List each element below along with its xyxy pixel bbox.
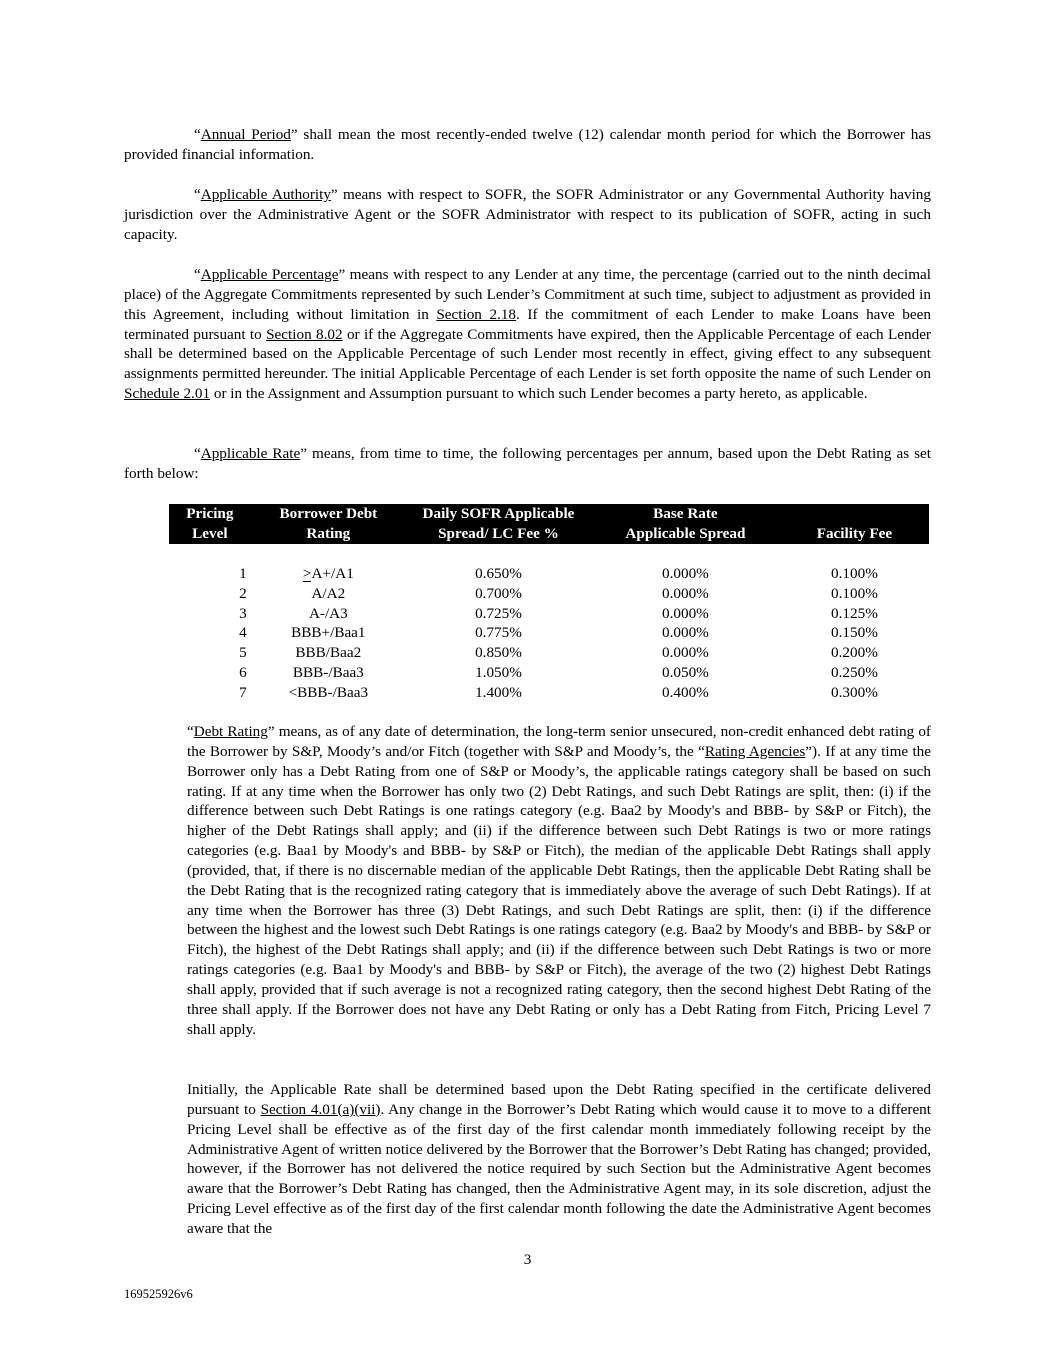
defined-term: Debt Rating xyxy=(193,723,268,740)
applicable-rate-table xyxy=(169,504,929,703)
table-header-row xyxy=(169,504,929,544)
section-reference: Section 8.02 xyxy=(266,325,343,343)
defined-term: Annual Period xyxy=(200,126,291,143)
rating-value-rest: A+/A1 xyxy=(311,564,354,582)
paragraph-text: . Any change in the Borrower’s Debt Rating which would cause it to move to a different Pricing Level shall be effective as of the first day of the first calendar month immediately following receipt by the Administrative Agent of written notice delivered by the Borrower that the Borrower’s Debt Rating has changed; provided, however, if the Borrower has not delivered the notice required by such Section but the Administrative Agent becomes aware that the Borrower’s Debt Rating has changed, then the Administrative Agent may, in its sole discretion, adjust the Pricing Level effective as of the first day of the first calendar month following the date the Administrative Agent becomes aware that the xyxy=(187,1100,931,1237)
section-reference: Section 2.18 xyxy=(436,305,517,323)
header-sofr-spread: Daily SOFR Applicable Spread/ LC Fee % xyxy=(422,505,575,543)
definition-text: ” means, as of any date of determination, the long-term senior unsecured, non-credit enhanced debt rating of the Borrower by S&P, Moody’s and/or Fitch (together with S&P and Moody’s, the “ xyxy=(187,723,931,760)
definition-text: ” means, from time to time, the following percentages per annum, based upon the Debt Rating as set forth below: xyxy=(124,445,931,482)
definition-text: ” shall mean the most recently-ended twelve (12) calendar month period for which the Borrower has provided financial information. xyxy=(124,126,931,163)
defined-term: Applicable Percentage xyxy=(200,266,339,283)
header-borrower-debt-rating: Borrower Debt Rating xyxy=(279,505,378,543)
header-base-rate-spread: Base Rate Applicable Spread xyxy=(625,505,746,543)
definition-applicable-percentage xyxy=(124,265,931,404)
definition-text: ”). If at any time the Borrower only has a Debt Rating from one of S&P or Moody’s, the applicable ratings category shall be based on such rating. If at any time when the Borrower has only two (2) Debt Ratings, and such Debt Ratings are split, then: (i) if the difference between such Debt Ratings is one ratings category (e.g. Baa2 by Moody's and BBB- by S&P or Fitch), the higher of the Debt Ratings shall apply; and (ii) if the difference between such Debt Ratings is two or more ratings categories (e.g. Baa1 by Moody's and BBB- by S&P or Fitch), the median of the applicable Debt Ratings shall apply (provided, that, if there is no discernable median of the applicable Debt Ratings, then the applicable Debt Rating shall be the Debt Rating that is the recognized rating category that is immediately above the average of such Debt Ratings). If at any time when the Borrower has three (3) Debt Ratings, and such Debt Ratings are split, then: (i) if the difference between the highest and the lowest such Debt Ratings is one ratings category (e.g. Baa2 by Moody's and BBB- by S&P or Fitch), the highest of the Debt Ratings shall apply; and (ii) if the difference between such Debt Ratings is two or more ratings categories (e.g. Baa1 by Moody's and BBB- by S&P or Fitch), the average of the two (2) highest Debt Ratings shall apply, provided that if such average is not a recognized rating category, then the second highest Debt Rating of the three shall apply. If the Borrower does not have any Debt Rating or only has a Debt Rating from Fitch, Pricing Level 7 shall apply. xyxy=(187,742,931,1038)
header-facility-fee: Facility Fee xyxy=(816,525,893,543)
page-number: 3 xyxy=(523,1251,532,1268)
table-row: 3 A-/A3 0.725% 0.000% 0.125% xyxy=(239,604,878,622)
table-row: 1 >A+/A1 0.650% 0.000% 0.100% xyxy=(239,564,878,582)
table-row: 5 BBB/Baa2 0.850% 0.000% 0.200% xyxy=(239,644,878,662)
definition-applicable-rate xyxy=(124,444,931,484)
document-id: 169525926v6 xyxy=(124,1287,193,1301)
open-quote: “ xyxy=(187,723,194,740)
defined-term: Applicable Rate xyxy=(200,445,301,462)
table-row: 7 <BBB-/Baa3 1.400% 0.400% 0.300% xyxy=(239,683,878,701)
open-quote: “ xyxy=(194,266,201,283)
open-quote: “ xyxy=(194,126,201,143)
header-pricing-level: Pricing Level xyxy=(186,505,234,543)
definition-text: or in the Assignment and Assumption pursuant to which such Lender becomes a party hereto, as applicable. xyxy=(210,385,868,403)
schedule-reference: Schedule 2.01 xyxy=(124,385,211,403)
table-row: 4 BBB+/Baa1 0.775% 0.000% 0.150% xyxy=(239,624,878,642)
definition-text: ” means with respect to any Lender at any time, the percentage (carried out to the ninth decimal place) of the Aggregate Commitments represented by such Lender’s Commitment at such time, subject to adjustment as provided in this Agreement, including without limitation in xyxy=(124,266,931,323)
open-quote: “ xyxy=(194,445,201,462)
defined-term: Applicable Authority xyxy=(200,186,331,203)
table-row: 6 BBB-/Baa3 1.050% 0.050% 0.250% xyxy=(239,664,878,682)
open-quote: “ xyxy=(194,186,201,203)
section-reference: Section 4.01(a)(vii) xyxy=(260,1100,381,1118)
definition-applicable-authority xyxy=(124,185,931,245)
definition-annual-period xyxy=(124,125,931,165)
defined-term: Rating Agencies xyxy=(704,742,806,760)
definition-text: or if the Aggregate Commitments have expired, then the Applicable Percentage of each Lender shall be determined based on the Applicable Percentage of such Lender most recently in effect, giving effect to any subsequent assignments permitted hereunder. The initial Applicable Percentage of each Lender is set forth opposite the name of such Lender on xyxy=(124,325,931,383)
definition-debt-rating xyxy=(187,722,931,1040)
definition-text: ” means with respect to SOFR, the SOFR Administrator or any Governmental Authority having jurisdiction over the Administrative Agent or the SOFR Administrator with respect to its publication of SOFR, acting in such capacity. xyxy=(124,186,931,243)
table-row: 2 A/A2 0.700% 0.000% 0.100% xyxy=(239,584,878,602)
paragraph-text: Initially, the Applicable Rate shall be determined based upon the Debt Rating specified in the certificate delivered pursuant to xyxy=(187,1081,931,1118)
paragraph-initially xyxy=(187,1080,931,1239)
definition-text: . If the commitment of each Lender to make Loans have been terminated pursuant to xyxy=(124,305,931,343)
